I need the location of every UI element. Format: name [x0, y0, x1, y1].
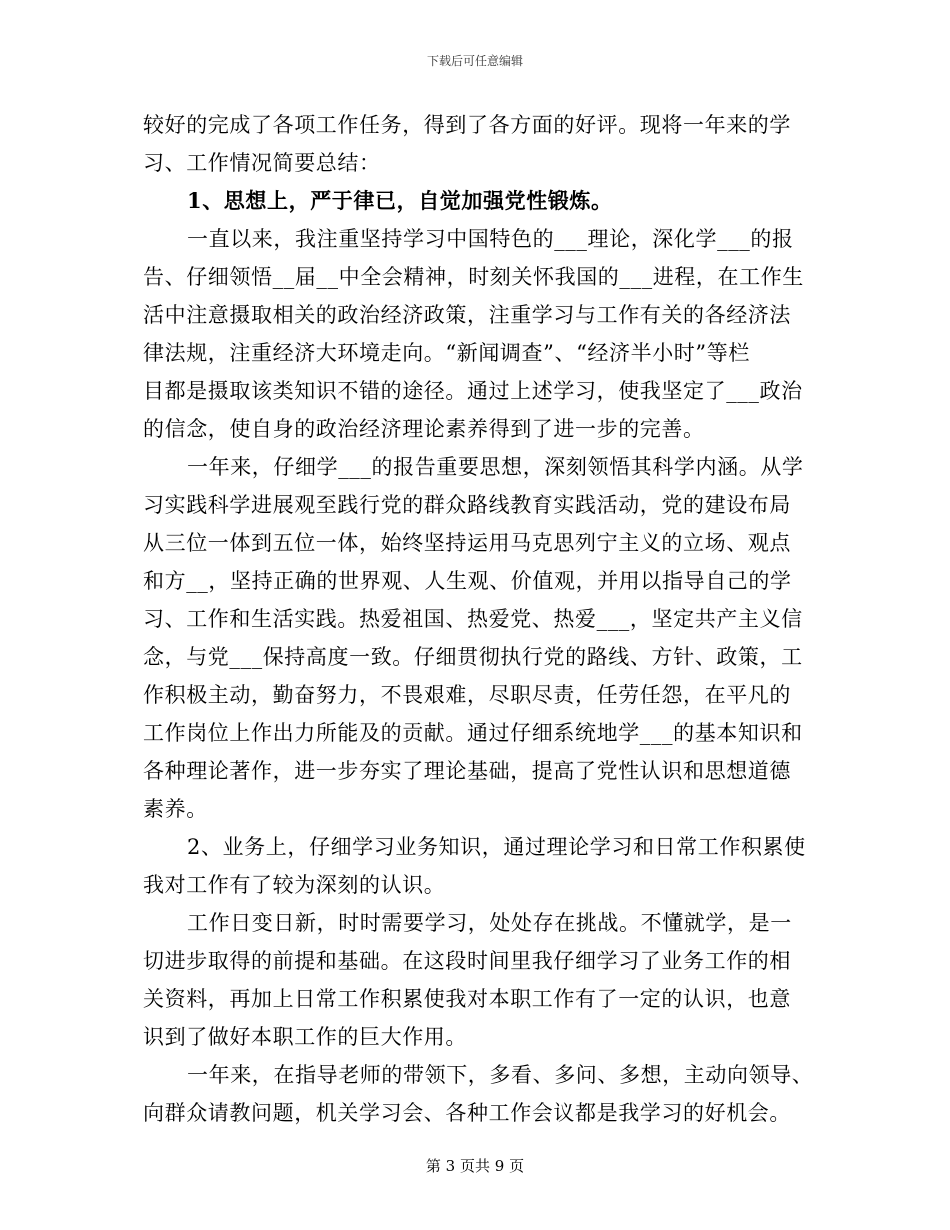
text-line: 工作日变日新，时时需要学习，处处存在挑战。不懂就学，是一 — [187, 911, 792, 935]
text-line: 告、仔细领悟__届__中全会精神，时刻关怀我国的___进程，在工作生 — [143, 265, 804, 289]
text-line: 一直以来，我注重坚持学习中国特色的___理论，深化学___的报 — [187, 227, 794, 251]
text-line: 习、工作和生活实践。热爱祖国、热爱党、热爱___，坚定共产主义信 — [143, 607, 803, 631]
text-line: 识到了做好本职工作的巨大作用。 — [143, 1025, 467, 1049]
text-line: 我对工作有了较为深刻的认识。 — [143, 873, 446, 897]
text-line: 一年来，在指导老师的带领下，多看、多问、多想，主动向领导、 — [187, 1063, 814, 1087]
text-line: 较好的完成了各项工作任务，得到了各方面的好评。现将一年来的学 — [143, 113, 791, 137]
section-heading: 2、业务上，仔细学习业务知识，通过理论学习和日常工作积累使 — [187, 835, 806, 859]
text-line: 活中注意摄取相关的政治经济政策，注重学习与工作有关的各经济法 — [143, 303, 791, 327]
text-line: 关资料，再加上日常工作积累使我对本职工作有了一定的认识，也意 — [143, 987, 791, 1011]
text-line: 从三位一体到五位一体，始终坚持运用马克思列宁主义的立场、观点 — [143, 531, 791, 555]
text-line: 目都是摄取该类知识不错的途径。通过上述学习，使我坚定了___政治 — [143, 379, 803, 403]
text-line: 一年来，仔细学___的报告重要思想，深刻领悟其科学内涵。从学 — [187, 455, 804, 479]
section-heading: 1、思想上，严于律已，自觉加强党性锻炼。 — [187, 188, 613, 213]
text-line: 各种理论著作，进一步夯实了理论基础，提高了党性认识和思想道德 — [143, 759, 791, 783]
text-line: 和方__，坚持正确的世界观、人生观、价值观，并用以指导自己的学 — [143, 569, 792, 593]
text-line: 习实践科学进展观至践行党的群众路线教育实践活动，党的建设布局 — [143, 493, 791, 517]
text-line: 习、工作情况简要总结： — [143, 151, 381, 175]
page-number: 第 3 页共 9 页 — [425, 1157, 525, 1175]
text-line: 素养。 — [143, 797, 208, 821]
page-header-note: 下载后可任意编辑 — [426, 54, 523, 68]
text-line: 工作岗位上作出力所能及的贡献。通过仔细系统地学___的基本知识和 — [143, 721, 803, 745]
text-line: 切进步取得的前提和基础。在这段时间里我仔细学习了业务工作的相 — [143, 949, 791, 973]
text-line: 律法规，注重经济大环境走向。“新闻调查”、“经济半小时”等栏 — [143, 341, 750, 365]
text-line: 作积极主动，勤奋努力，不畏艰难，尽职尽责，任劳任怨，在平凡的 — [143, 683, 791, 707]
text-line: 的信念，使自身的政治经济理论素养得到了进一步的完善。 — [143, 417, 705, 441]
document-body — [143, 106, 814, 1132]
text-line: 向群众请教问题，机关学习会、各种工作会议都是我学习的好机会。 — [143, 1101, 791, 1125]
text-line: 念，与党___保持高度一致。仔细贯彻执行党的路线、方针、政策，工 — [143, 645, 803, 669]
